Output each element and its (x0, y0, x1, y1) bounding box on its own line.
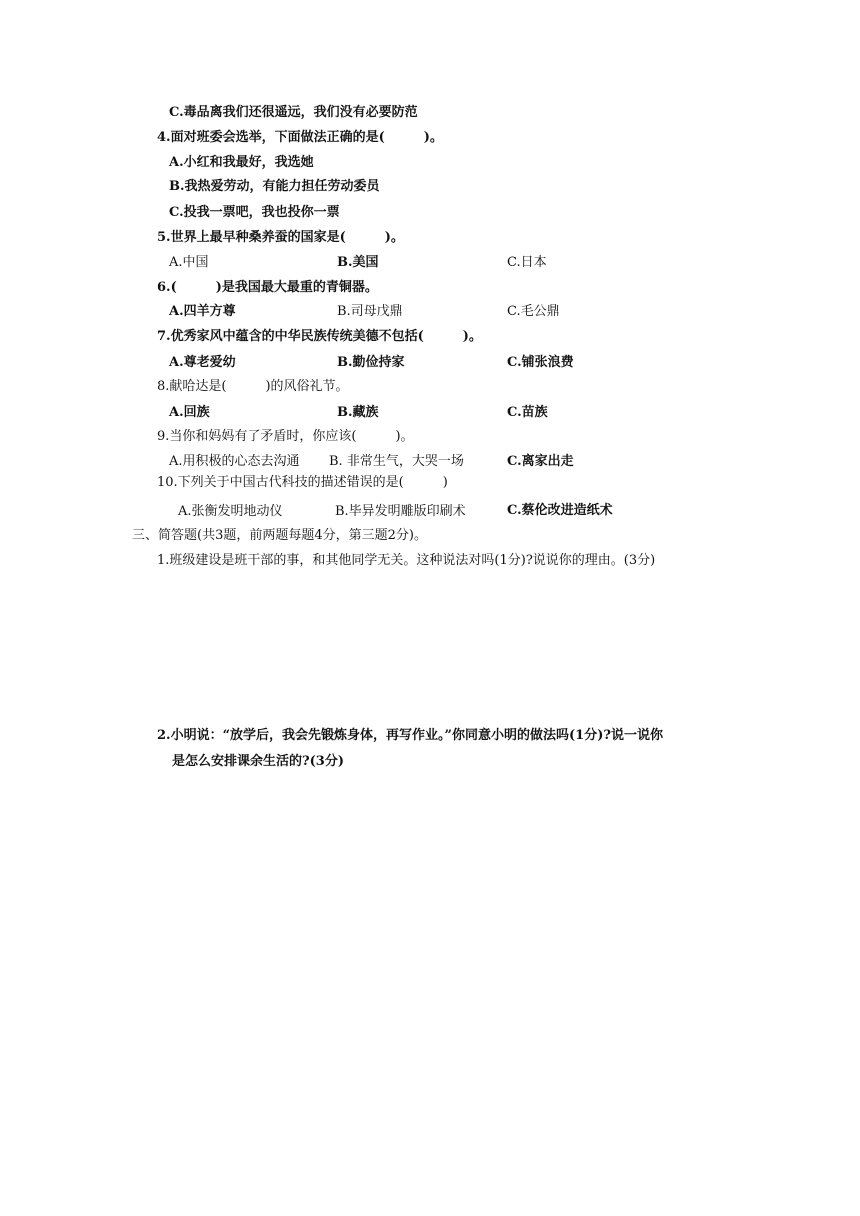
short-answer-2-line-2: 是怎么安排课余生活的?(3分) (172, 754, 344, 769)
q5-option-c: C.日本 (507, 255, 547, 270)
q4-stem: 4.面对班委会选举，下面做法正确的是( )。 (157, 130, 443, 145)
q5-stem: 5.世界上最早种桑养蚕的国家是( )。 (157, 230, 404, 245)
short-answer-2-line-1: 2.小明说：“放学后，我会先锻炼身体，再写作业。”你同意小明的做法吗(1分)?说一说你 (157, 728, 663, 743)
q8-option-a: A.回族 (169, 405, 210, 420)
q8-option-b: B.藏族 (337, 405, 379, 420)
q4-option-c: C.投我一票吧，我也投你一票 (169, 205, 340, 220)
q6-option-a: A.四羊方尊 (169, 304, 236, 319)
q4-option-b: B.我热爱劳动，有能力担任劳动委员 (169, 179, 380, 194)
q6-stem: 6.( )是我国最大最重的青铜器。 (157, 280, 378, 295)
q5-option-b: B.美国 (337, 255, 379, 270)
q7-stem: 7.优秀家风中蕴含的中华民族传统美德不包括( )。 (157, 329, 482, 344)
q9-option-a: A.用积极的心态去沟通 (169, 454, 300, 469)
q4-option-a: A.小红和我最好，我选她 (169, 155, 314, 170)
q10-option-a: A.张衡发明地动仪 (178, 504, 283, 519)
q7-option-b: B.勤俭持家 (337, 355, 405, 370)
q9-stem: 9.当你和妈妈有了矛盾时，你应该( )。 (157, 429, 414, 444)
q7-option-c: C.铺张浪费 (507, 355, 574, 370)
q7-option-a: A.尊老爱幼 (169, 355, 236, 370)
q9-option-b: B. 非常生气，大哭一场 (329, 454, 464, 469)
q8-option-c: C.苗族 (507, 405, 548, 420)
q10-option-c: C.蔡伦改进造纸术 (507, 503, 613, 518)
short-answer-1: 1.班级建设是班干部的事，和其他同学无关。这种说法对吗(1分)?说说你的理由。(3分) (157, 553, 656, 568)
q3-option-c: C.毒品离我们还很遥远，我们没有必要防范 (169, 105, 418, 120)
q8-stem: 8.献哈达是( )的风俗礼节。 (157, 379, 349, 394)
section-3-heading: 三、简答题(共3题，前两题每题4分，第三题2分)。 (132, 528, 427, 543)
q10-stem: 10.下列关于中国古代科技的描述错误的是( ) (157, 475, 448, 490)
q6-option-b: B.司母戊鼎 (337, 304, 403, 319)
q10-option-b: B.毕异发明雕版印刷术 (335, 504, 466, 519)
q6-option-c: C.毛公鼎 (507, 304, 560, 319)
q5-option-a: A.中国 (169, 255, 209, 270)
q9-option-c: C.离家出走 (507, 454, 574, 469)
